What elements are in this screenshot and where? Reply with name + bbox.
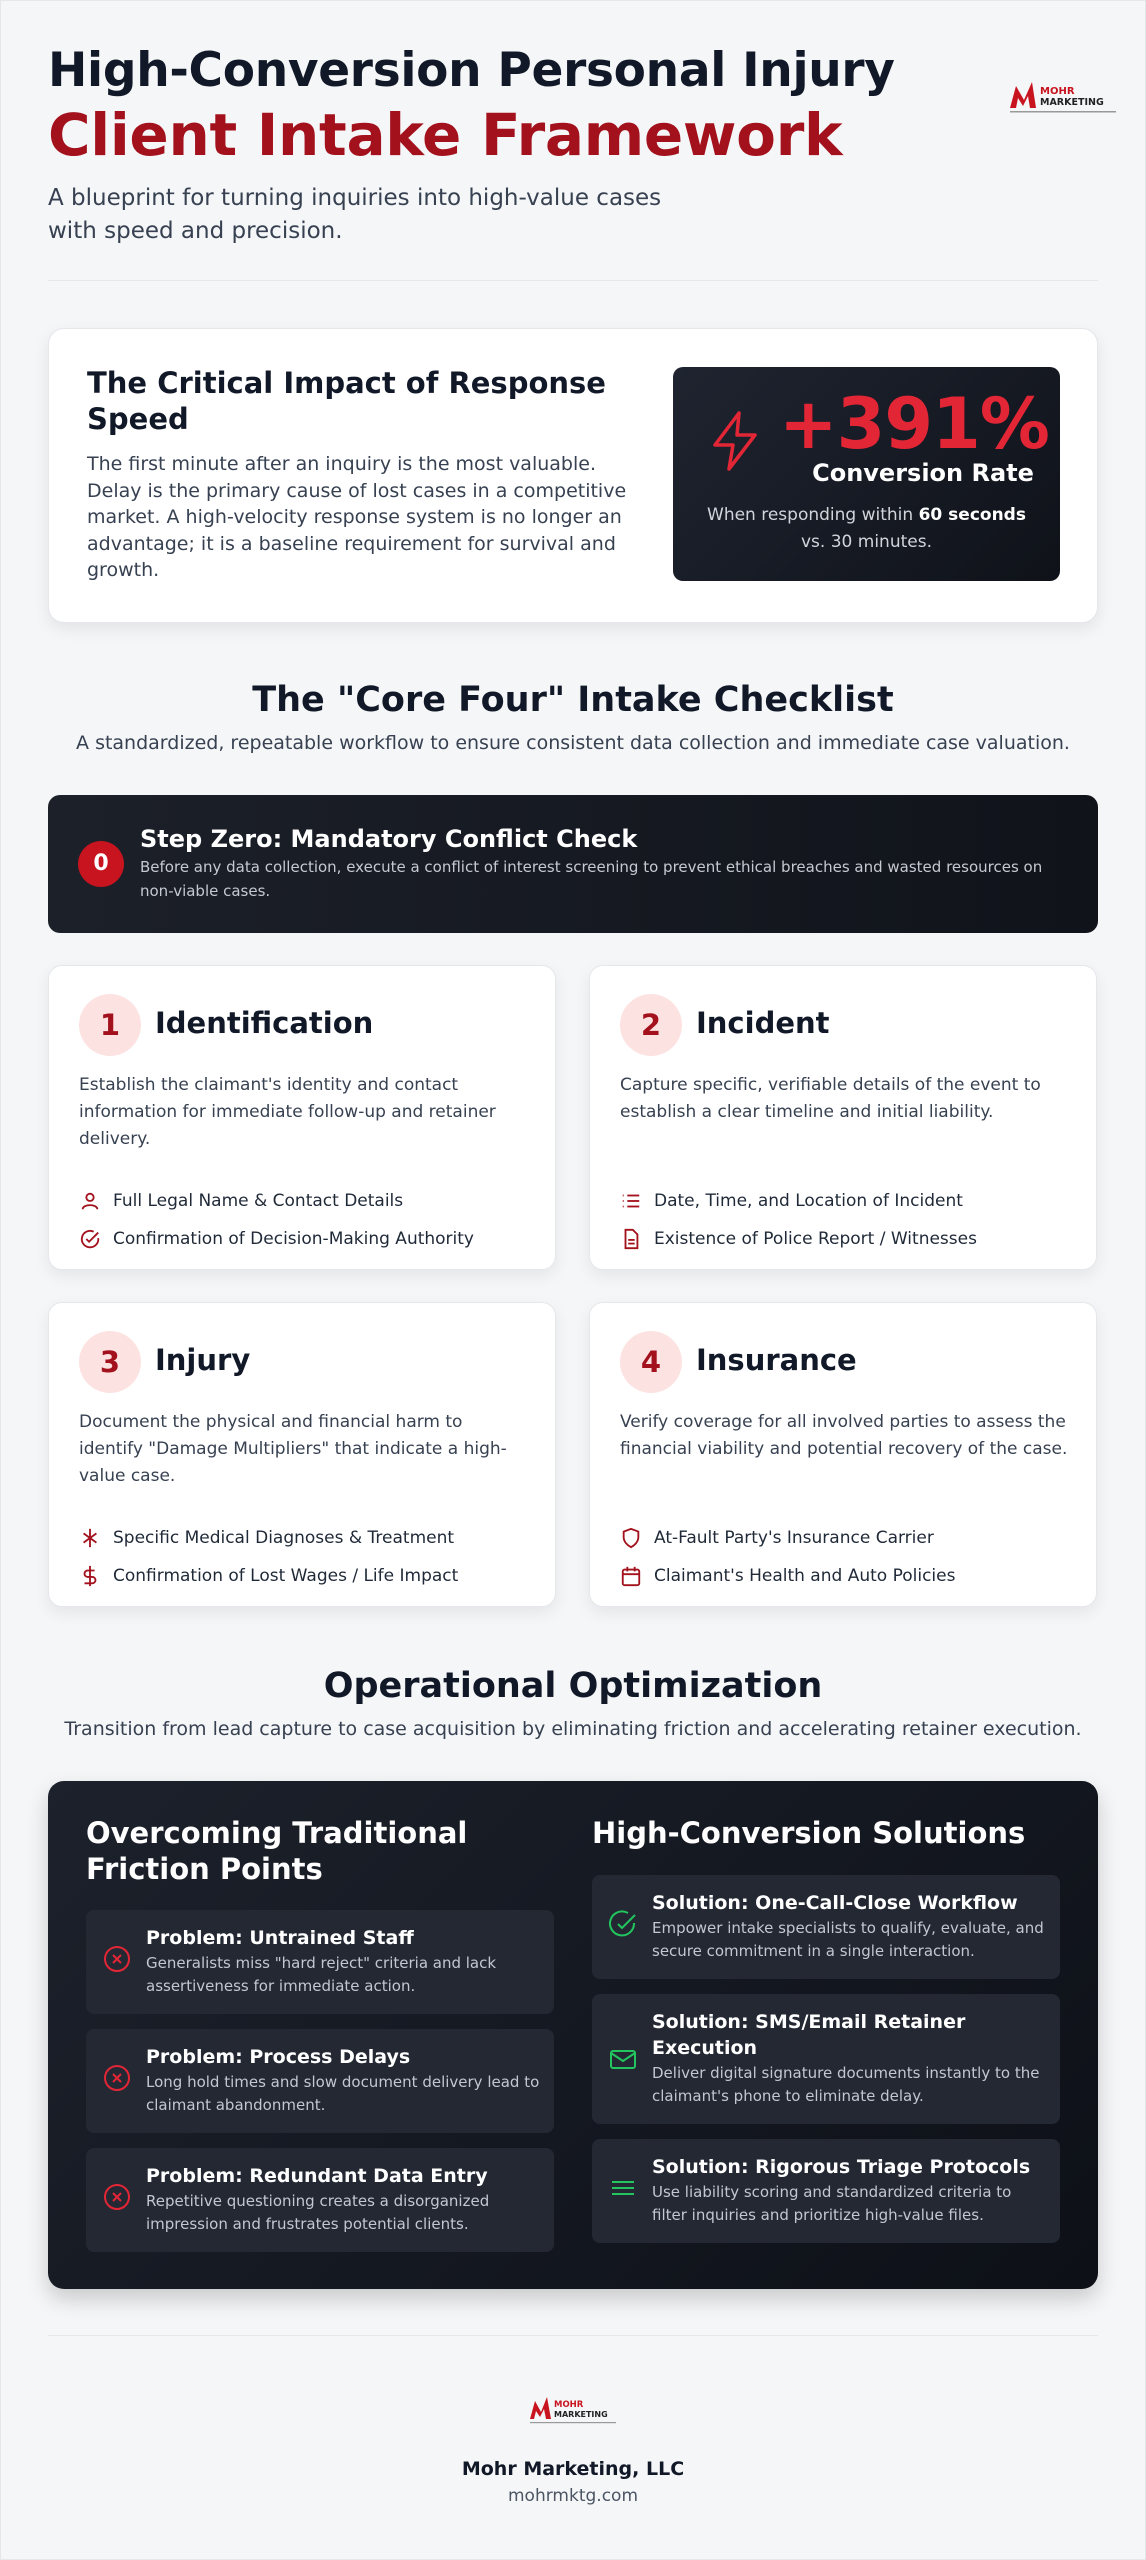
header-divider <box>48 280 1098 281</box>
footer-divider <box>48 2335 1098 2336</box>
operations-panel <box>48 1781 1098 2289</box>
step-item-text: Confirmation of Decision-Making Authority <box>113 1229 474 1249</box>
footer-company-name: Mohr Marketing, LLC <box>461 2458 685 2480</box>
step-item <box>620 1563 955 1589</box>
problems-title: Overcoming Traditional Friction Points <box>86 1816 468 1886</box>
lightning-bolt-icon <box>705 409 765 473</box>
step-item-text: Existence of Police Report / Witnesses <box>654 1229 977 1249</box>
step-card-incident <box>589 965 1097 1270</box>
solution-title: Solution: One-Call-Close Workflow <box>652 1892 1018 1914</box>
footer-logo <box>528 2393 618 2427</box>
medical-icon <box>79 1527 101 1549</box>
response-speed-card <box>48 328 1098 623</box>
problem-item <box>86 1910 554 2014</box>
x-circle-icon <box>102 2182 132 2212</box>
svg-text:MOHR: MOHR <box>1040 86 1075 97</box>
x-circle-icon <box>102 1944 132 1974</box>
problem-desc: Long hold times and slow document delivery lead to claimant abandonment. <box>146 2073 540 2114</box>
shield-icon <box>620 1527 642 1549</box>
step-item <box>79 1226 474 1252</box>
step-item <box>620 1188 963 1214</box>
step-number: 1 <box>79 994 141 1056</box>
step-desc: Verify coverage for all involved parties to assess the financial viability and potential recovery of the case. <box>620 1412 1068 1459</box>
response-speed-text: The first minute after an inquiry is the most valuable. Delay is the primary cause of lost cases in a competitive market. A high-velocity response system is no longer an advantage; it is a baseline requirement for survival and growth. <box>87 453 627 581</box>
solutions-title: High-Conversion Solutions <box>592 1816 1026 1850</box>
page-title-line1: High-Conversion Personal Injury <box>48 43 895 98</box>
response-speed-title: The Critical Impact of Response Speed <box>87 366 606 436</box>
solution-desc: Empower intake specialists to qualify, evaluate, and secure commitment in a single interaction. <box>652 1919 1044 1960</box>
list-icon <box>620 1190 642 1212</box>
page-header <box>48 42 1098 242</box>
check-circle-icon <box>79 1228 101 1250</box>
step-item <box>620 1525 934 1551</box>
dollar-icon <box>79 1565 101 1587</box>
step-item-text: Date, Time, and Location of Incident <box>654 1191 963 1211</box>
step-zero-desc: Before any data collection, execute a conflict of interest screening to prevent ethical breaches and wasted resources on non-viable cases. <box>140 858 1043 900</box>
step-number: 4 <box>620 1331 682 1393</box>
conversion-stat-desc <box>673 502 1060 556</box>
step-desc: Document the physical and financial harm to identify "Damage Multipliers" that indicate a high-value case. <box>79 1412 507 1486</box>
page-title-line2: Client Intake Framework <box>48 101 843 169</box>
checklist-title: The "Core Four" Intake Checklist <box>252 680 894 720</box>
conversion-stat-label: Conversion Rate <box>812 459 1034 487</box>
step-title: Incident <box>696 1006 830 1040</box>
step-zero-banner <box>48 795 1098 933</box>
step-desc: Establish the claimant's identity and contact information for immediate follow-up and retainer delivery. <box>79 1075 496 1149</box>
conversion-stat-value: +391% <box>779 383 1049 465</box>
step-title: Injury <box>155 1343 251 1377</box>
step-zero-number: 0 <box>78 841 124 887</box>
problem-desc: Repetitive questioning creates a disorganized impression and frustrates potential clients. <box>146 2192 490 2233</box>
step-number: 2 <box>620 994 682 1056</box>
step-item-text: Full Legal Name & Contact Details <box>113 1191 404 1211</box>
step-title: Insurance <box>696 1343 857 1377</box>
svg-text:MARKETING: MARKETING <box>554 2410 608 2419</box>
x-circle-icon <box>102 2063 132 2093</box>
problem-item <box>86 2148 554 2252</box>
solution-item <box>592 1994 1060 2124</box>
solution-title: Solution: Rigorous Triage Protocols <box>652 2156 1031 2178</box>
solution-item <box>592 2139 1060 2243</box>
document-icon <box>620 1228 642 1250</box>
calendar-icon <box>620 1565 642 1587</box>
conversion-stat-box <box>673 367 1060 581</box>
problem-desc: Generalists miss "hard reject" criteria and lack assertiveness for immediate action. <box>146 1954 497 1995</box>
step-desc: Capture specific, verifiable details of the event to establish a clear timeline and initial liability. <box>620 1075 1041 1122</box>
problem-item <box>86 2029 554 2133</box>
step-card-identification <box>48 965 556 1270</box>
stat-desc-prefix: When responding within <box>707 505 919 525</box>
step-number: 3 <box>79 1331 141 1393</box>
footer-website-link[interactable]: mohrmktg.com <box>508 2486 638 2506</box>
step-item-text: Confirmation of Lost Wages / Life Impact <box>113 1566 459 1586</box>
step-item <box>620 1226 977 1252</box>
mail-icon <box>608 2044 638 2074</box>
step-item <box>79 1563 458 1589</box>
mohr-marketing-logo <box>1008 76 1120 116</box>
svg-text:MARKETING: MARKETING <box>1040 97 1104 108</box>
step-item-text: Specific Medical Diagnoses & Treatment <box>113 1528 455 1548</box>
step-item-text: At-Fault Party's Insurance Carrier <box>654 1528 934 1548</box>
solution-desc: Deliver digital signature documents instantly to the claimant's phone to eliminate delay. <box>652 2064 1040 2105</box>
operations-title: Operational Optimization <box>323 1666 823 1706</box>
operations-subtitle: Transition from lead capture to case acquisition by eliminating friction and accelerating retainer execution. <box>64 1718 1082 1740</box>
stat-desc-bold: 60 seconds <box>918 505 1026 525</box>
problem-title: Problem: Process Delays <box>146 2046 411 2068</box>
step-item <box>79 1188 403 1214</box>
step-card-injury <box>48 1302 556 1607</box>
step-item <box>79 1525 454 1551</box>
svg-text:MOHR: MOHR <box>554 2400 584 2410</box>
solution-desc: Use liability scoring and standardized criteria to filter inquiries and prioritize high-value files. <box>652 2183 1012 2224</box>
solution-title: Solution: SMS/Email Retainer Execution <box>652 2011 966 2059</box>
stat-desc-suffix: vs. 30 minutes. <box>801 532 932 552</box>
step-card-insurance <box>589 1302 1097 1607</box>
user-icon <box>79 1190 101 1212</box>
checklist-subtitle: A standardized, repeatable workflow to ensure consistent data collection and immediate case valuation. <box>76 732 1070 754</box>
problem-title: Problem: Redundant Data Entry <box>146 2165 488 2187</box>
menu-icon <box>608 2173 638 2203</box>
solution-item <box>592 1875 1060 1979</box>
step-title: Identification <box>155 1006 374 1040</box>
problem-title: Problem: Untrained Staff <box>146 1927 414 1949</box>
check-circle-icon <box>608 1909 638 1939</box>
step-item-text: Claimant's Health and Auto Policies <box>654 1566 956 1586</box>
step-zero-title: Step Zero: Mandatory Conflict Check <box>140 825 638 853</box>
page-subtitle: A blueprint for turning inquiries into high-value cases with speed and precision. <box>48 185 662 244</box>
